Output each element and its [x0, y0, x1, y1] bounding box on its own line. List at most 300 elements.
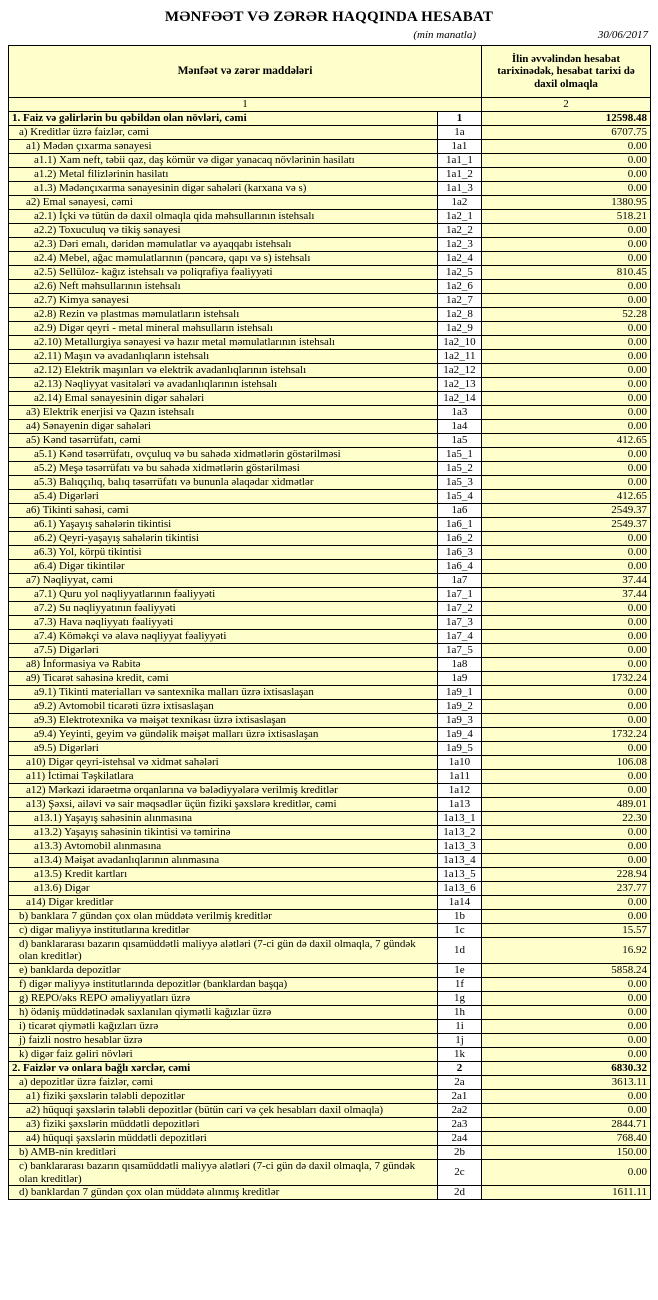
- row-label: a) depozitlər üzrə faizlər, cəmi: [9, 1075, 438, 1089]
- table-row: [9, 867, 651, 881]
- row-value: 2549.37: [482, 517, 651, 531]
- row-code: 1a2_2: [438, 223, 482, 237]
- row-code: 1a2_1: [438, 209, 482, 223]
- row-value: 0.00: [482, 377, 651, 391]
- row-label: a) Kreditlər üzrə faizlər, cəmi: [9, 125, 438, 139]
- row-label: a5) Kənd təsərrüfatı, cəmi: [9, 433, 438, 447]
- row-value: 0.00: [482, 1089, 651, 1103]
- row-label: h) ödəniş müddətinədək saxlanılan qiymətli kağızlar üzrə: [9, 1005, 438, 1019]
- row-code: 1a13_6: [438, 881, 482, 895]
- table-row: [9, 209, 651, 223]
- row-code: 2d: [438, 1186, 482, 1200]
- row-label: a5.3) Balıqçılıq, balıq təsərrüfatı və bununla əlaqədar xidmətlər: [9, 475, 438, 489]
- table-row: [9, 769, 651, 783]
- row-value: 0.00: [482, 685, 651, 699]
- row-code: 1a5_4: [438, 489, 482, 503]
- row-code: 1a9_4: [438, 727, 482, 741]
- row-label: e) banklarda depozitlər: [9, 963, 438, 977]
- row-label: a5.1) Kənd təsərrüfatı, ovçuluq və bu sahədə xidmətlərin göstərilməsi: [9, 447, 438, 461]
- table-row: [9, 671, 651, 685]
- row-code: 1a6: [438, 503, 482, 517]
- row-value: 0.00: [482, 1103, 651, 1117]
- row-code: 1d: [438, 937, 482, 963]
- row-label: a2.14) Emal sənayesinin digər sahələri: [9, 391, 438, 405]
- row-label: a14) Digər kreditlər: [9, 895, 438, 909]
- items-column-number: 1: [9, 98, 482, 112]
- row-value: 5858.24: [482, 963, 651, 977]
- table-row: [9, 251, 651, 265]
- row-value: 0.00: [482, 839, 651, 853]
- row-value: 12598.48: [482, 111, 651, 125]
- table-row: [9, 153, 651, 167]
- row-code: 1a13_1: [438, 811, 482, 825]
- table-row: [9, 503, 651, 517]
- row-code: 1a2_14: [438, 391, 482, 405]
- table-row: [9, 279, 651, 293]
- table-row: [9, 797, 651, 811]
- row-code: 1i: [438, 1019, 482, 1033]
- table-row: [9, 657, 651, 671]
- table-row: [9, 699, 651, 713]
- row-value: 0.00: [482, 405, 651, 419]
- row-label: a8) İnformasiya və Rabitə: [9, 657, 438, 671]
- row-code: 1a5: [438, 433, 482, 447]
- table-row: [9, 139, 651, 153]
- row-value: 22.30: [482, 811, 651, 825]
- row-code: 2a2: [438, 1103, 482, 1117]
- row-code: 1a9_3: [438, 713, 482, 727]
- row-label: a13.4) Məişət avadanlıqlarının alınmasına: [9, 853, 438, 867]
- row-code: 2a1: [438, 1089, 482, 1103]
- row-code: 1a9_2: [438, 699, 482, 713]
- row-label: a2.6) Neft məhsullarının istehsalı: [9, 279, 438, 293]
- table-row: [9, 839, 651, 853]
- row-code: 1j: [438, 1033, 482, 1047]
- row-code: 1a8: [438, 657, 482, 671]
- row-label: a6) Tikinti sahəsi, cəmi: [9, 503, 438, 517]
- row-value: 0.00: [482, 601, 651, 615]
- table-row: [9, 377, 651, 391]
- report-table-body: [9, 111, 651, 1200]
- table-row: [9, 1186, 651, 1200]
- row-code: 1a13_2: [438, 825, 482, 839]
- table-row: [9, 825, 651, 839]
- table-row: [9, 1131, 651, 1145]
- row-label: a5.2) Meşə təsərrüfatı və bu sahədə xidmətlərin göstərilməsi: [9, 461, 438, 475]
- row-value: 0.00: [482, 335, 651, 349]
- row-code: 1a11: [438, 769, 482, 783]
- header-row-numbers: [9, 98, 651, 112]
- table-row: [9, 643, 651, 657]
- table-row: [9, 181, 651, 195]
- row-code: 1a2_5: [438, 265, 482, 279]
- report-date: 30/06/2017: [597, 29, 648, 41]
- row-label: a9) Ticarət sahəsinə kredit, cəmi: [9, 671, 438, 685]
- row-value: 0.00: [482, 657, 651, 671]
- table-row: [9, 223, 651, 237]
- row-value: 228.94: [482, 867, 651, 881]
- row-label: a9.5) Digərləri: [9, 741, 438, 755]
- row-label: a13) Şəxsi, ailəvi və sair məqsədlər üçün fiziki şəxslərə kreditlər, cəmi: [9, 797, 438, 811]
- row-value: 0.00: [482, 909, 651, 923]
- row-code: 1a7: [438, 573, 482, 587]
- table-row: [9, 321, 651, 335]
- row-value: 0.00: [482, 783, 651, 797]
- row-value: 412.65: [482, 489, 651, 503]
- row-value: 0.00: [482, 237, 651, 251]
- row-value: 1611.11: [482, 1186, 651, 1200]
- row-label: a2.12) Elektrik maşınları və elektrik avadanlıqlarının istehsalı: [9, 363, 438, 377]
- row-value: 0.00: [482, 279, 651, 293]
- row-code: 1k: [438, 1047, 482, 1061]
- row-value: 0.00: [482, 825, 651, 839]
- row-value: 0.00: [482, 1019, 651, 1033]
- table-row: [9, 1005, 651, 1019]
- table-row: [9, 195, 651, 209]
- row-code: 1a2_9: [438, 321, 482, 335]
- table-row: [9, 489, 651, 503]
- row-label: a3) Elektrik enerjisi və Qazın istehsalı: [9, 405, 438, 419]
- table-row: [9, 349, 651, 363]
- row-value: 810.45: [482, 265, 651, 279]
- row-value: 768.40: [482, 1131, 651, 1145]
- row-code: 1e: [438, 963, 482, 977]
- table-row: [9, 461, 651, 475]
- row-label: a2.11) Maşın və avadanlıqların istehsalı: [9, 349, 438, 363]
- row-label: a7.1) Quru yol nəqliyyatlarının fəaliyyəti: [9, 587, 438, 601]
- row-code: 1a5_1: [438, 447, 482, 461]
- row-value: 0.00: [482, 223, 651, 237]
- row-code: 1a1_2: [438, 167, 482, 181]
- row-value: 0.00: [482, 139, 651, 153]
- row-code: 1a2_6: [438, 279, 482, 293]
- table-row: [9, 363, 651, 377]
- row-label: a13.5) Kredit kartları: [9, 867, 438, 881]
- table-row: [9, 1159, 651, 1185]
- table-row: [9, 853, 651, 867]
- row-label: a2) hüquqi şəxslərin tələbli depozitlər (bütün cari və çek hesabları daxil olmaqla): [9, 1103, 438, 1117]
- table-row: [9, 433, 651, 447]
- row-label: a2.10) Metallurgiya sənayesi və hazır metal məmulatlarının istehsalı: [9, 335, 438, 349]
- table-row: [9, 977, 651, 991]
- row-code: 1a9: [438, 671, 482, 685]
- table-row: [9, 741, 651, 755]
- row-value: 0.00: [482, 713, 651, 727]
- row-label: a1) fiziki şəxslərin tələbli depozitlər: [9, 1089, 438, 1103]
- row-code: 1a6_2: [438, 531, 482, 545]
- row-value: 0.00: [482, 447, 651, 461]
- table-row: [9, 517, 651, 531]
- row-code: 1a2_10: [438, 335, 482, 349]
- row-value: 0.00: [482, 475, 651, 489]
- row-label: a6.2) Qeyri-yaşayış sahələrin tikintisi: [9, 531, 438, 545]
- row-value: 0.00: [482, 853, 651, 867]
- row-value: 37.44: [482, 573, 651, 587]
- row-code: 1a6_1: [438, 517, 482, 531]
- table-row: [9, 111, 651, 125]
- table-row: [9, 125, 651, 139]
- row-label: a7.3) Hava nəqliyyatı fəaliyyəti: [9, 615, 438, 629]
- table-row: [9, 1103, 651, 1117]
- table-row: [9, 405, 651, 419]
- row-label: c) digər maliyyə institutlarına kreditlər: [9, 923, 438, 937]
- row-code: 1a7_5: [438, 643, 482, 657]
- row-label: a11) İctimai Təşkilatlara: [9, 769, 438, 783]
- row-value: 1732.24: [482, 727, 651, 741]
- table-row: [9, 531, 651, 545]
- row-code: 1a7_4: [438, 629, 482, 643]
- table-row: [9, 335, 651, 349]
- row-code: 1a6_3: [438, 545, 482, 559]
- row-label: a2.9) Digər qeyri - metal mineral məhsulların istehsalı: [9, 321, 438, 335]
- row-value: 6830.32: [482, 1061, 651, 1075]
- row-value: 0.00: [482, 615, 651, 629]
- row-label: a2.4) Mebel, ağac məmulatlarının (pəncərə, qapı və s) istehsalı: [9, 251, 438, 265]
- table-row: [9, 991, 651, 1005]
- row-value: 0.00: [482, 977, 651, 991]
- table-row: [9, 1019, 651, 1033]
- row-code: 1a7_2: [438, 601, 482, 615]
- row-label: k) digər faiz gəliri növləri: [9, 1047, 438, 1061]
- row-value: 0.00: [482, 1047, 651, 1061]
- row-code: 1a12: [438, 783, 482, 797]
- row-value: 6707.75: [482, 125, 651, 139]
- row-code: 1a5_2: [438, 461, 482, 475]
- row-label: a13.3) Avtomobil alınmasına: [9, 839, 438, 853]
- row-label: i) ticarət qiymətli kağızları üzrə: [9, 1019, 438, 1033]
- table-row: [9, 587, 651, 601]
- row-label: a2.8) Rezin və plastmas məmulatların istehsalı: [9, 307, 438, 321]
- value-column-number: 2: [482, 98, 651, 112]
- row-code: 1a2_3: [438, 237, 482, 251]
- row-code: 1a2_7: [438, 293, 482, 307]
- row-label: a7) Nəqliyyat, cəmi: [9, 573, 438, 587]
- table-row: [9, 629, 651, 643]
- table-row: [9, 391, 651, 405]
- row-code: 1a2_4: [438, 251, 482, 265]
- row-code: 2: [438, 1061, 482, 1075]
- table-row: [9, 1061, 651, 1075]
- row-value: 0.00: [482, 349, 651, 363]
- row-code: 1a6_4: [438, 559, 482, 573]
- row-code: 2a3: [438, 1117, 482, 1131]
- row-code: 1h: [438, 1005, 482, 1019]
- row-value: 1380.95: [482, 195, 651, 209]
- page-title: MƏNFƏƏT VƏ ZƏRƏR HAQQINDA HESABAT: [164, 9, 494, 25]
- row-value: 0.00: [482, 545, 651, 559]
- row-value: 0.00: [482, 1159, 651, 1185]
- report-table-header: [9, 46, 651, 112]
- table-row: [9, 573, 651, 587]
- row-label: a2.2) Toxuculuq və tikiş sənayesi: [9, 223, 438, 237]
- row-label: a9.3) Elektrotexnika və məişət texnikası üzrə ixtisaslaşan: [9, 713, 438, 727]
- row-value: 0.00: [482, 895, 651, 909]
- table-row: [9, 937, 651, 963]
- row-label: a9.1) Tikinti materialları və santexnika malları üzrə ixtisaslaşan: [9, 685, 438, 699]
- row-code: 2c: [438, 1159, 482, 1185]
- row-label: a2) Emal sənayesi, cəmi: [9, 195, 438, 209]
- row-value: 0.00: [482, 991, 651, 1005]
- table-row: [9, 755, 651, 769]
- row-label: a7.4) Köməkçi və əlavə nəqliyyat fəaliyyəti: [9, 629, 438, 643]
- table-row: [9, 475, 651, 489]
- row-code: 1a7_3: [438, 615, 482, 629]
- row-label: a2.1) İçki və tütün də daxil olmaqla qida məhsullarının istehsalı: [9, 209, 438, 223]
- row-code: 1a2_12: [438, 363, 482, 377]
- row-value: 0.00: [482, 699, 651, 713]
- row-label: a5.4) Digərləri: [9, 489, 438, 503]
- row-code: 2b: [438, 1145, 482, 1159]
- row-code: 1a13_3: [438, 839, 482, 853]
- row-value: 0.00: [482, 167, 651, 181]
- row-value: 0.00: [482, 321, 651, 335]
- row-value: 0.00: [482, 363, 651, 377]
- row-label: a3) fiziki şəxslərin müddətli depozitləri: [9, 1117, 438, 1131]
- row-code: 1g: [438, 991, 482, 1005]
- row-label: a9.2) Avtomobil ticarəti üzrə ixtisaslaşan: [9, 699, 438, 713]
- items-column-header: Mənfəət və zərər maddələri: [9, 46, 482, 98]
- row-value: 150.00: [482, 1145, 651, 1159]
- row-label: f) digər maliyyə institutlarında depozitlər (banklardan başqa): [9, 977, 438, 991]
- table-row: [9, 727, 651, 741]
- row-code: 1f: [438, 977, 482, 991]
- row-label: a2.5) Sellüloz- kağız istehsalı və poliqrafiya fəaliyyəti: [9, 265, 438, 279]
- table-row: [9, 1033, 651, 1047]
- table-row: [9, 1117, 651, 1131]
- row-value: 489.01: [482, 797, 651, 811]
- row-value: 237.77: [482, 881, 651, 895]
- row-code: 1a4: [438, 419, 482, 433]
- row-value: 412.65: [482, 433, 651, 447]
- row-value: 0.00: [482, 461, 651, 475]
- row-code: 1a3: [438, 405, 482, 419]
- row-value: 0.00: [482, 643, 651, 657]
- table-row: [9, 167, 651, 181]
- row-label: a4) hüquqi şəxslərin müddətli depozitləri: [9, 1131, 438, 1145]
- row-code: 1c: [438, 923, 482, 937]
- row-label: a9.4) Yeyinti, geyim və gündəlik məişət malları üzrə ixtisaslaşan: [9, 727, 438, 741]
- table-row: [9, 545, 651, 559]
- table-row: [9, 265, 651, 279]
- row-code: 1a2_13: [438, 377, 482, 391]
- row-value: 0.00: [482, 251, 651, 265]
- row-label: 2. Faizlər və onlara bağlı xərclər, cəmi: [9, 1061, 438, 1075]
- table-row: [9, 1047, 651, 1061]
- row-value: 0.00: [482, 1033, 651, 1047]
- table-row: [9, 1145, 651, 1159]
- row-label: a7.5) Digərləri: [9, 643, 438, 657]
- row-label: a2.7) Kimya sənayesi: [9, 293, 438, 307]
- row-code: 1a2_8: [438, 307, 482, 321]
- row-label: a13.1) Yaşayış sahəsinin alınmasına: [9, 811, 438, 825]
- row-label: d) banklardan 7 gündən çox olan müddətə alınmış kreditlər: [9, 1186, 438, 1200]
- row-value: 0.00: [482, 293, 651, 307]
- row-label: j) faizli nostro hesablar üzrə: [9, 1033, 438, 1047]
- report-meta-line: [0, 29, 658, 44]
- row-value: 0.00: [482, 559, 651, 573]
- table-row: [9, 1089, 651, 1103]
- table-row: [9, 419, 651, 433]
- row-label: a12) Mərkəzi idarəetmə orqanlarına və bələdiyyələrə verilmiş kreditlər: [9, 783, 438, 797]
- row-label: c) banklararası bazarın qısamüddətli maliyyə alətləri (7-ci gün də daxil olmaqla, 7 gündək olan kreditlər): [9, 1159, 438, 1185]
- row-code: 1a13_4: [438, 853, 482, 867]
- header-row-labels: [9, 46, 651, 98]
- row-label: a1.2) Metal filizlərinin hasilatı: [9, 167, 438, 181]
- row-label: 1. Faiz və gəlirlərin bu qəbildən olan növləri, cəmi: [9, 111, 438, 125]
- table-row: [9, 293, 651, 307]
- row-label: b) AMB-nin kreditləri: [9, 1145, 438, 1159]
- row-label: a6.4) Digər tikintilər: [9, 559, 438, 573]
- row-code: 1a1: [438, 139, 482, 153]
- row-value: 0.00: [482, 629, 651, 643]
- row-code: 1a2_11: [438, 349, 482, 363]
- table-row: [9, 713, 651, 727]
- row-label: a13.6) Digər: [9, 881, 438, 895]
- row-label: a1.1) Xam neft, təbii qaz, daş kömür və digər yanacaq növlərinin hasilatı: [9, 153, 438, 167]
- row-value: 0.00: [482, 419, 651, 433]
- row-code: 1a9_1: [438, 685, 482, 699]
- table-row: [9, 685, 651, 699]
- table-row: [9, 601, 651, 615]
- table-row: [9, 895, 651, 909]
- row-value: 2549.37: [482, 503, 651, 517]
- row-value: 52.28: [482, 307, 651, 321]
- unit-note: (min manatla): [413, 29, 476, 41]
- row-value: 0.00: [482, 769, 651, 783]
- table-row: [9, 783, 651, 797]
- table-row: [9, 963, 651, 977]
- row-label: b) banklara 7 gündən çox olan müddətə verilmiş kreditlər: [9, 909, 438, 923]
- row-code: 2a4: [438, 1131, 482, 1145]
- row-value: 518.21: [482, 209, 651, 223]
- table-row: [9, 447, 651, 461]
- table-row: [9, 923, 651, 937]
- row-value: 106.08: [482, 755, 651, 769]
- row-label: a2.3) Dəri emalı, dəridən məmulatlar və ayaqqabı istehsalı: [9, 237, 438, 251]
- pl-report-table: [8, 45, 651, 1200]
- row-value: 15.57: [482, 923, 651, 937]
- row-code: 1a1_1: [438, 153, 482, 167]
- row-value: 0.00: [482, 531, 651, 545]
- row-label: a6.1) Yaşayış sahələrin tikintisi: [9, 517, 438, 531]
- row-code: 1a2: [438, 195, 482, 209]
- value-column-header: İlin əvvəlindən hesabat tarixinədək, hesabat tarixi də daxil olmaqla: [482, 46, 651, 98]
- row-label: g) REPO/əks REPO əməliyyatları üzrə: [9, 991, 438, 1005]
- row-value: 0.00: [482, 741, 651, 755]
- row-code: 1b: [438, 909, 482, 923]
- row-value: 3613.11: [482, 1075, 651, 1089]
- row-value: 2844.71: [482, 1117, 651, 1131]
- row-code: 1a: [438, 125, 482, 139]
- row-label: a13.2) Yaşayış sahəsinin tikintisi və təmirinə: [9, 825, 438, 839]
- row-label: a4) Sənayenin digər sahələri: [9, 419, 438, 433]
- table-row: [9, 237, 651, 251]
- table-row: [9, 811, 651, 825]
- row-label: a1) Mədən çıxarma sənayesi: [9, 139, 438, 153]
- row-label: a6.3) Yol, körpü tikintisi: [9, 545, 438, 559]
- table-row: [9, 615, 651, 629]
- row-value: 37.44: [482, 587, 651, 601]
- row-value: 16.92: [482, 937, 651, 963]
- table-row: [9, 307, 651, 321]
- row-code: 1a13_5: [438, 867, 482, 881]
- row-value: 1732.24: [482, 671, 651, 685]
- table-row: [9, 909, 651, 923]
- table-row: [9, 881, 651, 895]
- row-value: 0.00: [482, 391, 651, 405]
- row-value: 0.00: [482, 1005, 651, 1019]
- row-code: 1a13: [438, 797, 482, 811]
